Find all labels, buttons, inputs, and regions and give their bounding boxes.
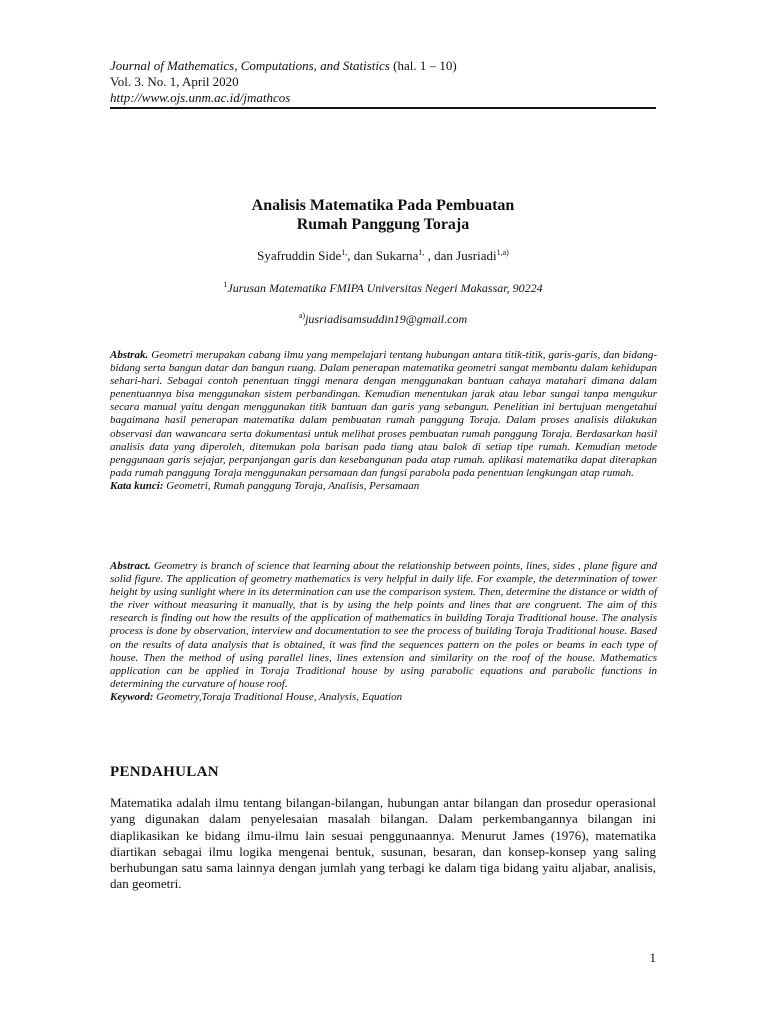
abstract-indonesian [110,349,657,493]
kata-kunci-text: Geometri, Rumah panggung Toraja, Analisis, Persamaan [163,479,420,492]
corresponding-email [110,312,656,327]
abstract-english [110,560,657,704]
journal-name: Journal of Mathematics, Computations, and Statistics [110,58,390,73]
body-paragraph: Matematika adalah ilmu tentang bilangan-bilangan, hubungan antar bilangan dan prosedur operasional yang digunakan dalam penyelesaian masalah bilangan. Dalam perkembangannya bilangan ini diaplikasikan ke bidang ilmu-ilmu lain sesuai penggunaannya. Menurut James (1976), matematika diartikan sebagai ilmu logika mengenai bentuk, susunan, besaran, dan konsep-konsep yang saling berhubungan satu sama lainnya dengan jumlah yang terbagi ke dalam tiga bidang yaitu aljabar, analisis, dan geometri. [110,795,656,892]
page-range: (hal. 1 – 10) [393,58,457,73]
title-line-2: Rumah Panggung Toraja [296,216,470,233]
author-2: , dan Sukarna [347,248,419,263]
affiliation [110,281,656,296]
author-2-affiliation-mark: 1, [418,248,425,257]
keyword-text: Geometry,Toraja Traditional House, Analysis, Equation [153,690,403,703]
author-3: , dan Jusriadi [424,248,497,263]
journal-url[interactable]: http://www.ojs.unm.ac.id/jmathcos [110,90,291,105]
journal-header [110,58,655,106]
author-1: Syafruddin Side [257,248,342,263]
page-number: 1 [649,950,656,965]
abstrak-text: Geometri merupakan cabang ilmu yang mempelajari tentang hubungan antara titik-titik, garis-garis, dan bidang-bidang serta bangun datar dan bangun ruang. Dalam penerapan matematika geometri sangat membantu dalam kehidupan sehari-hari. Sebagai contoh penentuan tinggi menara dengan menggunakan bantuan cahaya matahari dimana dalam penentuannya bisa menggunakan sistem perbandingan. Kemudian menentukan jarak atau lebar sungai tanpa mengukur secara manual yaitu dengan menggunakan titik bantuan dan garis yang sebangun. Penelitian ini bertujuan mengetahui bagaimana hasil penerapan matematika dalam pembuatan rumah panggung Toraja. Dalam proses analisis dilakukan observasi dan wawancara serta dokumentasi untuk melihat proses pembuatan rumah panggung Toraja. Berdasarkan hasil analisis data yang diperoleh, ditemukan pola barisan pada tiang atau balok di setiap tipe rumah. Kemudian metode penggunaan garis sejajar, perpanjangan garis dan kesebangunan pada atap rumah. aplikasi matematika dapat diterapkan pada rumah panggung Toraja menggunakan persamaan dan fungsi parabola pada penentuan lengkungan atap rumah. [110,349,657,479]
abstract-label: Abstract. [110,560,151,572]
keyword-label: Keyword: [110,690,154,703]
author-1-affiliation-mark: 1, [341,248,348,257]
affiliation-text: Jurusan Matematika FMIPA Universitas Negeri Makassar, 90224 [227,281,543,295]
journal-citation-line [110,58,655,74]
kata-kunci-label: Kata kunci: [110,479,164,492]
abstract-text: Geometry is branch of science that learning about the relationship between points, lines, sides , plane figure and solid figure. The application of geometry mathematics is very helpful in daily life. For example, the determination of tower height by using sunlight where in its determination can use the comparison system. Then, determine the distance or width of the river without measuring it manually, that is by using the help points and lines that are congruent. The aim of this research is finding out how the results of the application of mathematics in building Toraja Traditional house. The analysis process is done by observation, interview and documentation to see the process of building Toraja Traditional house. Based on the results of data analysis that is obtained, it was find the sequences pattern on the poles or beams in each type of house. Then the method of using parallel lines, lines extension and similarity on the roof of the house. Mathematics application can be applied in Toraja Traditional house by using parabolic equations and parabolic functions in determining the curvature of house roof. [110,560,657,690]
email-address[interactable]: jusriadisamsuddin19@gmail.com [305,312,468,326]
paper-title [110,196,656,234]
section-heading: PENDAHULAN [110,764,219,780]
header-divider [110,107,656,109]
title-line-1: Analisis Matematika Pada Pembuatan [251,197,515,214]
author-3-affiliation-mark: 1,a) [496,248,509,257]
journal-volume: Vol. 3. No. 1, April 2020 [110,74,239,89]
email-mark: a) [298,311,306,320]
affiliation-mark: 1 [223,280,228,289]
abstrak-label: Abstrak. [110,349,149,361]
author-list [110,248,656,264]
